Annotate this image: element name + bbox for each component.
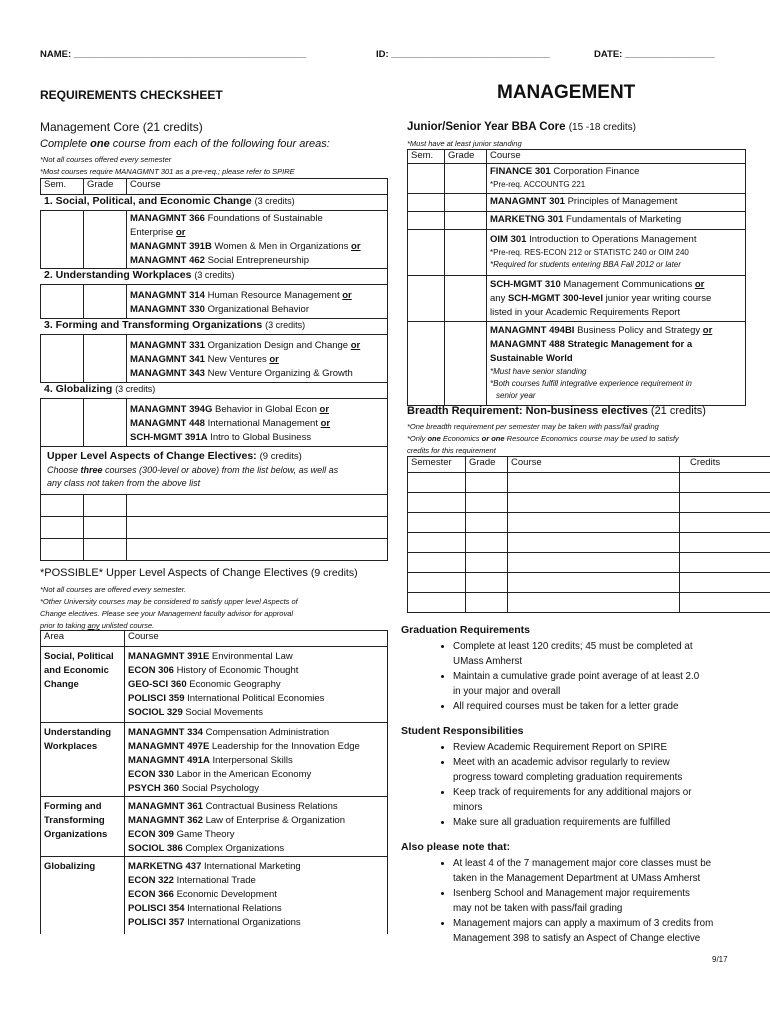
sem-cell[interactable] — [408, 230, 445, 276]
grade-cell[interactable] — [466, 553, 508, 573]
graduation-title: Graduation Requirements — [401, 624, 530, 636]
course-code: MANAGMNT 448 — [130, 418, 205, 429]
or-label: or — [350, 340, 361, 351]
course-name: Business Policy and Strategy — [574, 325, 703, 336]
course-code: ECON 306 — [128, 665, 174, 676]
course-code: ECON 322 — [128, 875, 174, 886]
semester-cell[interactable] — [408, 593, 466, 613]
core-note-2: *Most courses require MANAGMNT 301 as a pre-req.; please refer to SPIRE — [40, 167, 295, 176]
course-cell — [487, 194, 746, 212]
course-name: Environmental Law — [209, 651, 293, 662]
grade-cell[interactable] — [84, 517, 127, 539]
col-sem: Sem. — [41, 179, 84, 195]
course-name: International Trade — [173, 875, 256, 886]
course-cell[interactable] — [508, 553, 680, 573]
breadth-note-2b: one — [427, 434, 441, 443]
course-code: SCH-MGMT 391A — [130, 432, 208, 443]
junior-table — [407, 149, 746, 406]
sem-cell[interactable] — [408, 322, 445, 406]
course-code: MANAGMNT 497E — [128, 741, 210, 752]
sem-cell[interactable] — [41, 517, 84, 539]
course-name: Women & Men in Organizations — [211, 241, 352, 252]
course-code: MANAGMNT 488 Strategic Management for a — [490, 339, 693, 350]
checksheet-title: REQUIREMENTS CHECKSHEET — [40, 88, 223, 102]
course-name: Enterprise — [130, 227, 176, 238]
course-code: MANAGMNT 366 — [130, 213, 205, 224]
upper-elective-header — [41, 447, 388, 495]
item-line: progress toward completing graduation requirements — [453, 772, 683, 783]
grade-cell[interactable] — [445, 322, 487, 406]
possible-title: *POSSIBLE* Upper Level Aspects of Change Electives — [40, 567, 308, 579]
credits-cell[interactable] — [680, 493, 770, 513]
course-cell — [127, 211, 388, 269]
sem-cell[interactable] — [408, 212, 445, 230]
course-name: Management Communications — [560, 279, 695, 290]
list-item — [453, 815, 770, 830]
course-code: ECON 366 — [128, 889, 174, 900]
sem-cell[interactable] — [41, 495, 84, 517]
course-list — [125, 797, 388, 857]
course-name: Economic Geography — [186, 679, 281, 690]
grade-cell[interactable] — [84, 211, 127, 269]
area-cell — [41, 797, 125, 857]
course-name: New Ventures — [204, 354, 270, 365]
item-line: Maintain a cumulative grade point average of at least 2.0 — [453, 671, 700, 682]
course-cell[interactable] — [508, 573, 680, 593]
item-line: Complete at least 120 credits; 45 must be completed at — [453, 641, 693, 652]
student-title: Student Responsibilities — [401, 725, 524, 737]
core-credits: (21 credits) — [142, 120, 203, 134]
semester-cell[interactable] — [408, 573, 466, 593]
credits-cell[interactable] — [680, 593, 770, 613]
grade-cell[interactable] — [84, 399, 127, 447]
course-name: International Marketing — [201, 861, 301, 872]
item-line: Keep track of requirements for any additional majors or — [453, 787, 692, 798]
course-name: International Political Economies — [184, 693, 325, 704]
item-line: Meet with an academic advisor regularly to review — [453, 757, 670, 768]
possible-note-4c: unlisted course. — [99, 621, 155, 630]
upper-desc-c: courses (300-level or above) from the list below, as well as — [102, 465, 339, 475]
course-code: MANAGMNT 334 — [128, 727, 203, 738]
course-code: MANAGMNT 391E — [128, 651, 210, 662]
breadth-note-2e: one — [489, 434, 505, 443]
sem-cell[interactable] — [408, 194, 445, 212]
course-code: SOCIOL 329 — [128, 707, 183, 718]
course-code: Sustainable World — [490, 353, 573, 364]
possible-note-4b: any — [87, 621, 100, 630]
course-name: Fundamentals of Marketing — [563, 214, 682, 225]
col-course: Course — [125, 631, 388, 647]
grade-cell[interactable] — [445, 194, 487, 212]
core-sub-b: one — [90, 138, 110, 150]
course-name: Social Movements — [182, 707, 264, 718]
course-name: History of Economic Thought — [173, 665, 299, 676]
course-name: any — [490, 293, 508, 304]
also-list — [405, 856, 770, 946]
course-name: Foundations of Sustainable — [204, 213, 323, 224]
grade-cell[interactable] — [466, 593, 508, 613]
course-note: *Both courses fulfill integrative experience requirement in — [490, 379, 692, 388]
course-note: *Required for students entering BBA Fall 2012 or later — [490, 260, 681, 269]
area-credits: (3 credits) — [115, 384, 156, 394]
course-code: MANAGMNT 341 — [130, 354, 205, 365]
core-heading — [40, 120, 203, 134]
course-name: Contractual Business Relations — [202, 801, 338, 812]
sem-cell[interactable] — [41, 539, 84, 561]
item-line: UMass Amherst — [453, 656, 523, 667]
grade-cell[interactable] — [84, 539, 127, 561]
course-code: ECON 309 — [128, 829, 174, 840]
course-name: International Relations — [184, 903, 282, 914]
course-code: MANAGMNT 301 — [490, 196, 565, 207]
course-note: *Pre-req. RES-ECON 212 or STATISTC 240 or OIM 240 — [490, 248, 689, 257]
possible-note-4a: prior to taking — [40, 621, 88, 630]
course-name: International Management — [204, 418, 321, 429]
breadth-table — [407, 456, 770, 613]
possible-note-3: Change electives. Please see your Management faculty advisor for approval — [40, 609, 294, 618]
area-cell — [41, 857, 125, 935]
date-field[interactable]: DATE: _________________ — [594, 49, 715, 60]
course-name: Organizational Behavior — [204, 304, 309, 315]
course-name: Principles of Management — [564, 196, 678, 207]
course-code: SOCIOL 386 — [128, 843, 183, 854]
course-name: Economic Development — [173, 889, 277, 900]
list-item — [453, 639, 770, 669]
area-line: Organizations — [44, 829, 108, 840]
col-grade: Grade — [466, 457, 508, 473]
sem-cell[interactable] — [408, 276, 445, 322]
list-item — [453, 755, 770, 785]
list-item — [453, 669, 770, 699]
col-grade: Grade — [445, 150, 487, 164]
course-cell[interactable] — [127, 539, 388, 561]
or-label: or — [694, 279, 705, 290]
or-label: or — [320, 418, 331, 429]
list-item — [453, 856, 770, 886]
grade-cell[interactable] — [466, 573, 508, 593]
col-semester: Semester — [408, 457, 466, 473]
breadth-note-2f: Resource Economics course may be used to satisfy — [504, 434, 679, 443]
course-name: Social Psychology — [179, 783, 259, 794]
upper-desc-a: Choose — [47, 465, 81, 475]
breadth-note-2c: Economics — [440, 434, 482, 443]
junior-heading — [407, 121, 636, 133]
area-line: Forming and — [44, 801, 102, 812]
area-cell — [41, 647, 125, 723]
core-area-1 — [41, 195, 388, 211]
sem-cell[interactable] — [408, 164, 445, 194]
grade-cell[interactable] — [445, 212, 487, 230]
list-item — [453, 699, 770, 714]
course-cell — [127, 335, 388, 383]
course-code: SCH-MGMT 310 — [490, 279, 561, 290]
col-grade: Grade — [84, 179, 127, 195]
core-sub-a: Complete — [40, 138, 91, 150]
core-sub-c: course from each of the following four areas: — [109, 138, 330, 150]
col-course: Course — [127, 179, 388, 195]
course-code: POLISCI 359 — [128, 693, 185, 704]
course-name: junior year writing course — [603, 293, 712, 304]
junior-note: *Must have at least junior standing — [407, 139, 522, 148]
course-cell — [487, 164, 746, 194]
col-course: Course — [487, 150, 746, 164]
area-credits: (3 credits) — [194, 270, 235, 280]
course-cell — [127, 399, 388, 447]
course-cell[interactable] — [127, 517, 388, 539]
credits-cell[interactable] — [680, 533, 770, 553]
course-name: Intro to Global Business — [207, 432, 312, 443]
course-name: New Venture Organizing & Growth — [204, 368, 353, 379]
possible-table — [40, 630, 388, 935]
course-code: MANAGMNT 343 — [130, 368, 205, 379]
course-list — [125, 647, 388, 723]
junior-credits: (15 -18 credits) — [568, 122, 636, 133]
page-footer: 9/17 — [712, 955, 728, 964]
course-code: MANAGMNT 331 — [130, 340, 205, 351]
course-cell[interactable] — [508, 513, 680, 533]
semester-cell[interactable] — [408, 493, 466, 513]
core-note-1: *Not all courses offered every semester — [40, 155, 172, 164]
course-name: Compensation Administration — [202, 727, 330, 738]
core-title: Management Core — [40, 120, 140, 134]
or-label: or — [175, 227, 186, 238]
course-code: POLISCI 354 — [128, 903, 185, 914]
or-label: or — [351, 241, 361, 252]
item-line: Isenberg School and Management major requirements — [453, 888, 690, 899]
or-label: or — [319, 404, 330, 415]
student-list — [405, 740, 770, 830]
item-line: At least 4 of the 7 management major core classes must be — [453, 858, 712, 869]
semester-cell[interactable] — [408, 513, 466, 533]
item-line: Make sure all graduation requirements are fulfilled — [453, 817, 671, 828]
list-item — [453, 785, 770, 815]
grade-cell[interactable] — [466, 493, 508, 513]
breadth-note-1: *One breadth requirement per semester may be taken with pass/fail grading — [407, 422, 659, 431]
id-field[interactable]: ID: ______________________________ — [376, 49, 550, 60]
course-code: OIM 301 — [490, 234, 527, 245]
core-table — [40, 178, 388, 561]
col-area: Area — [41, 631, 125, 647]
credits-cell[interactable] — [680, 553, 770, 573]
item-line: Management 398 to satisfy an Aspect of Change elective — [453, 933, 701, 944]
breadth-heading — [407, 405, 706, 417]
course-cell — [487, 212, 746, 230]
area-line: Social, Political — [44, 651, 114, 662]
major-title: MANAGEMENT — [497, 82, 636, 103]
possible-notes — [40, 584, 298, 632]
course-name: Social Entrepreneurship — [204, 255, 309, 266]
course-code: PSYCH 360 — [128, 783, 180, 794]
upper-title: Upper Level Aspects of Change Electives: — [47, 450, 257, 462]
area-label: 1. Social, Political, and Economic Change — [44, 195, 252, 207]
course-name: Organization Design and Change — [204, 340, 351, 351]
course-code: MANAGMNT 362 — [128, 815, 203, 826]
course-note: senior year — [496, 391, 536, 400]
course-cell[interactable] — [508, 473, 680, 493]
course-name: Labor in the American Economy — [173, 769, 312, 780]
course-code: MANAGMNT 491A — [128, 755, 210, 766]
course-name: Complex Organizations — [182, 843, 285, 854]
or-label: or — [269, 354, 279, 365]
course-cell[interactable] — [508, 593, 680, 613]
course-name: Law of Enterprise & Organization — [202, 815, 345, 826]
item-line: taken in the Management Department at UMass Amherst — [453, 873, 701, 884]
breadth-note-2d: or — [481, 434, 490, 443]
area-credits: (3 credits) — [254, 196, 295, 206]
course-code: MARKETNG 437 — [128, 861, 202, 872]
name-field[interactable]: NAME: ____________________________________________ — [40, 49, 307, 60]
possible-credits: (9 credits) — [310, 567, 358, 579]
breadth-note-2a: *Only — [407, 434, 428, 443]
course-cell[interactable] — [508, 533, 680, 553]
breadth-credits: (21 credits) — [650, 405, 706, 417]
grade-cell[interactable] — [466, 473, 508, 493]
area-line: Change — [44, 679, 79, 690]
sem-cell[interactable] — [41, 399, 84, 447]
junior-title: Junior/Senior Year BBA Core — [407, 121, 566, 133]
upper-desc-d: any class not taken from the above list — [47, 478, 201, 488]
area-line: Transforming — [44, 815, 105, 826]
course-code: ECON 330 — [128, 769, 174, 780]
possible-note-2: *Other University courses may be considered to satisfy upper level Aspects of — [40, 597, 298, 606]
course-code: POLISCI 357 — [128, 917, 185, 928]
area-label: 3. Forming and Transforming Organizations — [44, 319, 263, 331]
course-note: *Pre-req. ACCOUNTG 221 — [490, 180, 586, 189]
col-course: Course — [508, 457, 680, 473]
upper-credits: (9 credits) — [259, 451, 302, 462]
area-credits: (3 credits) — [265, 320, 306, 330]
course-code: MARKETNG 301 — [490, 214, 564, 225]
item-line: minors — [453, 802, 483, 813]
breadth-notes — [407, 421, 679, 457]
credits-cell[interactable] — [680, 473, 770, 493]
or-label: or — [702, 325, 713, 336]
course-name: Introduction to Operations Management — [526, 234, 697, 245]
course-name: listed in your Academic Requirements Report — [490, 307, 681, 318]
course-cell — [487, 322, 746, 406]
area-line: Globalizing — [44, 861, 96, 872]
course-code: GEO-SCI 360 — [128, 679, 187, 690]
course-cell[interactable] — [127, 495, 388, 517]
col-sem: Sem. — [408, 150, 445, 164]
sem-cell[interactable] — [41, 285, 84, 319]
course-code: MANAGMNT 494BI — [490, 325, 575, 336]
core-area-4 — [41, 383, 388, 399]
semester-cell[interactable] — [408, 473, 466, 493]
area-cell — [41, 723, 125, 797]
list-item — [453, 916, 770, 946]
semester-cell[interactable] — [408, 553, 466, 573]
course-cell[interactable] — [508, 493, 680, 513]
upper-desc-b: three — [80, 465, 103, 475]
course-code: MANAGMNT 391B — [130, 241, 212, 252]
course-code: MANAGMNT 394G — [130, 404, 213, 415]
course-name: Corporation Finance — [550, 166, 640, 177]
item-line: All required courses must be taken for a letter grade — [453, 701, 679, 712]
grade-cell[interactable] — [84, 495, 127, 517]
list-item — [453, 886, 770, 916]
item-line: may not be taken with pass/fail grading — [453, 903, 623, 914]
item-line: in your major and overall — [453, 686, 561, 697]
area-label: 4. Globalizing — [44, 383, 113, 395]
credits-cell[interactable] — [680, 573, 770, 593]
course-code: MANAGMNT 361 — [128, 801, 203, 812]
course-name: International Organizations — [184, 917, 301, 928]
graduation-list — [405, 639, 770, 714]
course-cell — [487, 230, 746, 276]
breadth-note-3: credits for this requirement — [407, 446, 496, 455]
grade-cell[interactable] — [84, 335, 127, 383]
also-title: Also please note that: — [401, 841, 511, 853]
course-code: FINANCE 301 — [490, 166, 551, 177]
col-credits: Credits — [680, 457, 770, 473]
core-area-3 — [41, 319, 388, 335]
core-area-2 — [41, 269, 388, 285]
course-cell — [487, 276, 746, 322]
possible-note-1: *Not all courses are offered every semester. — [40, 585, 187, 594]
course-code: MANAGMNT 314 — [130, 290, 205, 301]
area-label: 2. Understanding Workplaces — [44, 269, 192, 281]
list-item — [453, 740, 770, 755]
core-subtitle — [40, 138, 330, 150]
area-line: and Economic — [44, 665, 109, 676]
course-name: Leadership for the Innovation Edge — [209, 741, 360, 752]
area-line: Understanding — [44, 727, 112, 738]
item-line: Management majors can apply a maximum of 3 credits from — [453, 918, 714, 929]
course-note: *Must have senior standing — [490, 367, 587, 376]
item-line: Review Academic Requirement Report on SPIRE — [453, 742, 667, 753]
course-code: MANAGMNT 462 — [130, 255, 205, 266]
sem-cell[interactable] — [41, 335, 84, 383]
course-name: Human Resource Management — [204, 290, 343, 301]
course-name: Behavior in Global Econ — [212, 404, 320, 415]
course-list — [125, 857, 388, 935]
sem-cell[interactable] — [41, 211, 84, 269]
breadth-title: Breadth Requirement: Non-business electives — [407, 405, 648, 417]
course-code: SCH-MGMT 300-level — [507, 293, 603, 304]
grade-cell[interactable] — [445, 230, 487, 276]
possible-heading — [40, 567, 358, 579]
grade-cell[interactable] — [445, 276, 487, 322]
course-list — [125, 723, 388, 797]
grade-cell[interactable] — [445, 164, 487, 194]
credits-cell[interactable] — [680, 513, 770, 533]
area-line: Workplaces — [44, 741, 98, 752]
grade-cell[interactable] — [84, 285, 127, 319]
course-cell — [127, 285, 388, 319]
or-label: or — [342, 290, 352, 301]
semester-cell[interactable] — [408, 533, 466, 553]
grade-cell[interactable] — [466, 513, 508, 533]
course-name: Game Theory — [173, 829, 235, 840]
course-name: Interpersonal Skills — [209, 755, 293, 766]
course-code: MANAGMNT 330 — [130, 304, 205, 315]
grade-cell[interactable] — [466, 533, 508, 553]
